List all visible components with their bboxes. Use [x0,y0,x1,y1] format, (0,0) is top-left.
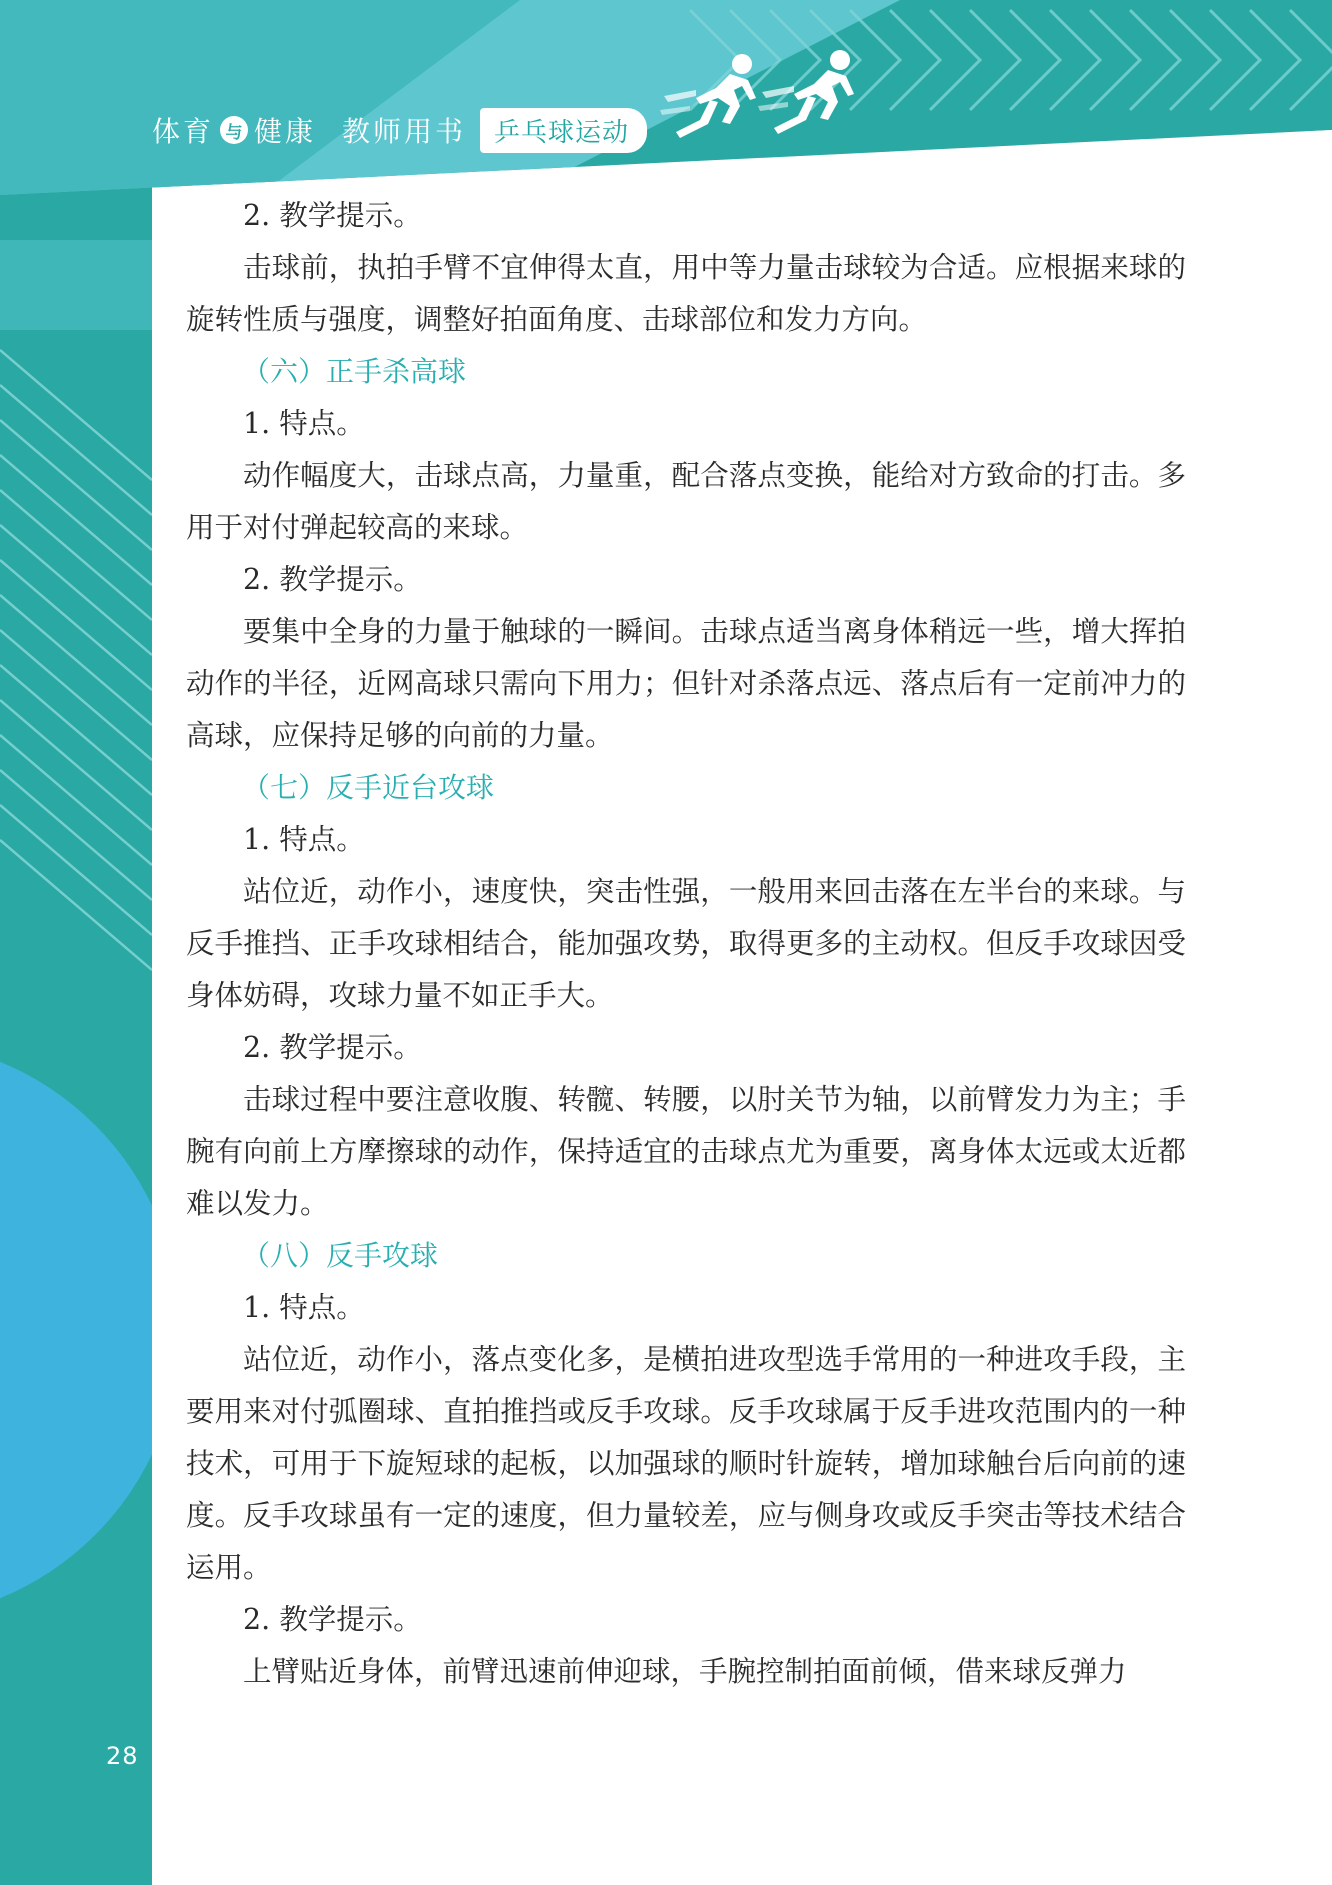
body-paragraph: 要集中全身的力量于触球的一瞬间。击球点适当离身体稍远一些，增大挥拍动作的半径，近网高球只需向下用力；但针对杀落点远、落点后有一定前冲力的高球，应保持足够的向前的力量。 [186,615,1186,752]
running-header [152,108,647,152]
book-title-connector: 与 [220,116,248,144]
body-paragraph: 站位近，动作小，速度快，突击性强，一般用来回击落在左半台的来球。与反手推挡、正手攻球相结合，能加强攻势，取得更多的主动权。但反手攻球因受身体妨碍，攻球力量不如正手大。 [186,875,1186,1012]
section-heading: （六）正手杀高球 [242,355,467,388]
page-body [186,190,1186,1698]
body-paragraph: 动作幅度大，击球点高，力量重，配合落点变换，能给对方致命的打击。多用于对付弹起较高的来球。 [186,459,1186,544]
runner-icon [758,46,868,146]
body-paragraph: 击球前，执拍手臂不宜伸得太直，用中等力量击球较为合适。应根据来球的旋转性质与强度，调整好拍面角度、击球部位和发力方向。 [186,251,1186,336]
book-title-part1: 体育 [152,115,215,148]
body-paragraph: 2. 教学提示。 [243,1031,422,1064]
section-tag: 乒乓球运动 [480,108,647,153]
section-heading: （七）反手近台攻球 [242,771,495,804]
runner-icon [660,50,770,150]
body-paragraph: 2. 教学提示。 [243,563,422,596]
body-paragraph: 1. 特点。 [243,1291,365,1324]
body-paragraph: 2. 教学提示。 [243,1603,422,1636]
book-title-part3: 教师用书 [342,115,467,148]
section-heading: （八）反手攻球 [242,1239,439,1272]
page-number: 28 [106,1742,139,1770]
body-paragraph: 站位近，动作小，落点变化多，是横拍进攻型选手常用的一种进攻手段，主要用来对付弧圈球、直拍推挡或反手攻球。反手攻球属于反手进攻范围内的一种技术，可用于下旋短球的起板，以加强球的顺时针旋转，增加球触台后向前的速度。反手攻球虽有一定的速度，但力量较差，应与侧身攻或反手突击等技术结合运用。 [186,1343,1186,1584]
body-paragraph: 击球过程中要注意收腹、转髋、转腰，以肘关节为轴，以前臂发力为主；手腕有向前上方摩擦球的动作，保持适宜的击球点尤为重要，离身体太远或太近都难以发力。 [186,1083,1186,1220]
body-paragraph: 2. 教学提示。 [243,199,422,232]
book-title-part2: 健康 [254,115,317,148]
body-paragraph: 上臂贴近身体，前臂迅速前伸迎球，手腕控制拍面前倾，借来球反弹力 [243,1655,1127,1688]
body-paragraph: 1. 特点。 [243,823,365,856]
body-paragraph: 1. 特点。 [243,407,365,440]
